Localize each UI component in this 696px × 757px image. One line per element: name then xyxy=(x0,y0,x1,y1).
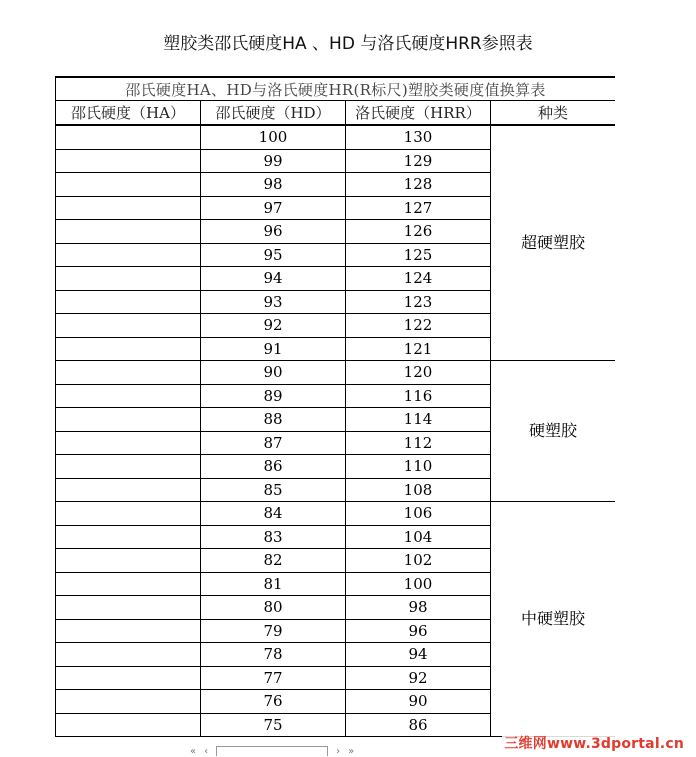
ha-cell xyxy=(56,267,201,291)
table-row xyxy=(56,125,616,149)
ha-cell xyxy=(56,502,201,526)
hd-cell: 97 xyxy=(201,196,346,220)
hrr-cell: 120 xyxy=(346,361,491,385)
ha-cell xyxy=(56,666,201,690)
category-cell: 超硬塑胶 xyxy=(491,125,616,361)
hrr-cell: 130 xyxy=(346,125,491,149)
hardness-conversion-table xyxy=(55,76,615,737)
hd-cell: 77 xyxy=(201,666,346,690)
ha-cell xyxy=(56,596,201,620)
hd-cell: 93 xyxy=(201,290,346,314)
ha-cell xyxy=(56,384,201,408)
hrr-cell: 102 xyxy=(346,549,491,573)
back-icon[interactable]: ‹ xyxy=(204,746,209,757)
ha-cell xyxy=(56,408,201,432)
hd-cell: 75 xyxy=(201,713,346,737)
hrr-cell: 108 xyxy=(346,478,491,502)
hrr-cell: 94 xyxy=(346,643,491,667)
hd-cell: 82 xyxy=(201,549,346,573)
hrr-cell: 110 xyxy=(346,455,491,479)
ha-cell xyxy=(56,690,201,714)
hd-cell: 96 xyxy=(201,220,346,244)
category-cell: 硬塑胶 xyxy=(491,361,616,502)
table-row xyxy=(56,502,616,526)
hrr-cell: 90 xyxy=(346,690,491,714)
prev-page-icon[interactable]: « xyxy=(190,746,197,757)
ha-cell xyxy=(56,478,201,502)
page-title: 塑胶类邵氏硬度HA 、HD 与洛氏硬度HRR参照表 xyxy=(163,34,533,54)
ha-cell xyxy=(56,549,201,573)
table-caption: 邵氏硬度HA、HD与洛氏硬度HR(R标尺)塑胶类硬度值换算表 xyxy=(56,77,616,101)
hd-cell: 95 xyxy=(201,243,346,267)
hd-cell: 94 xyxy=(201,267,346,291)
hrr-cell: 104 xyxy=(346,525,491,549)
hd-cell: 100 xyxy=(201,125,346,149)
hrr-cell: 86 xyxy=(346,713,491,737)
table-header-row xyxy=(56,101,616,126)
ha-cell xyxy=(56,149,201,173)
hd-cell: 78 xyxy=(201,643,346,667)
page-number-field[interactable] xyxy=(216,746,328,756)
hrr-cell: 125 xyxy=(346,243,491,267)
hd-cell: 83 xyxy=(201,525,346,549)
hd-cell: 84 xyxy=(201,502,346,526)
hrr-cell: 96 xyxy=(346,619,491,643)
ha-cell xyxy=(56,243,201,267)
ha-cell xyxy=(56,455,201,479)
ha-cell xyxy=(56,619,201,643)
page-navigation[interactable] xyxy=(190,746,354,757)
header-hrr: 洛氏硬度（HRR） xyxy=(346,101,491,126)
table-row xyxy=(56,361,616,385)
next-page-icon[interactable]: » xyxy=(348,746,355,757)
hardness-table-container xyxy=(55,76,615,746)
ha-cell xyxy=(56,337,201,361)
hrr-cell: 123 xyxy=(346,290,491,314)
site-watermark: 三维网www.3dportal.cn xyxy=(502,733,686,753)
hrr-cell: 122 xyxy=(346,314,491,338)
hrr-cell: 112 xyxy=(346,431,491,455)
hrr-cell: 121 xyxy=(346,337,491,361)
hd-cell: 89 xyxy=(201,384,346,408)
category-cell: 中硬塑胶 xyxy=(491,502,616,737)
ha-cell xyxy=(56,431,201,455)
hrr-cell: 126 xyxy=(346,220,491,244)
hrr-cell: 124 xyxy=(346,267,491,291)
hrr-cell: 106 xyxy=(346,502,491,526)
ha-cell xyxy=(56,125,201,149)
table-caption-row xyxy=(56,77,616,101)
ha-cell xyxy=(56,196,201,220)
hd-cell: 90 xyxy=(201,361,346,385)
hd-cell: 79 xyxy=(201,619,346,643)
hd-cell: 88 xyxy=(201,408,346,432)
hd-cell: 81 xyxy=(201,572,346,596)
header-category: 种类 xyxy=(491,101,616,126)
hd-cell: 87 xyxy=(201,431,346,455)
hrr-cell: 127 xyxy=(346,196,491,220)
forward-icon[interactable]: › xyxy=(336,746,341,757)
hd-cell: 80 xyxy=(201,596,346,620)
hd-cell: 99 xyxy=(201,149,346,173)
hrr-cell: 128 xyxy=(346,173,491,197)
header-hd: 邵氏硬度（HD） xyxy=(201,101,346,126)
ha-cell xyxy=(56,220,201,244)
hd-cell: 92 xyxy=(201,314,346,338)
hd-cell: 85 xyxy=(201,478,346,502)
ha-cell xyxy=(56,525,201,549)
ha-cell xyxy=(56,643,201,667)
ha-cell xyxy=(56,314,201,338)
hrr-cell: 98 xyxy=(346,596,491,620)
hrr-cell: 92 xyxy=(346,666,491,690)
hd-cell: 91 xyxy=(201,337,346,361)
hd-cell: 76 xyxy=(201,690,346,714)
ha-cell xyxy=(56,361,201,385)
hrr-cell: 114 xyxy=(346,408,491,432)
header-ha: 邵氏硬度（HA） xyxy=(56,101,201,126)
hd-cell: 98 xyxy=(201,173,346,197)
hd-cell: 86 xyxy=(201,455,346,479)
ha-cell xyxy=(56,290,201,314)
ha-cell xyxy=(56,713,201,737)
ha-cell xyxy=(56,173,201,197)
hrr-cell: 116 xyxy=(346,384,491,408)
hrr-cell: 129 xyxy=(346,149,491,173)
hrr-cell: 100 xyxy=(346,572,491,596)
ha-cell xyxy=(56,572,201,596)
